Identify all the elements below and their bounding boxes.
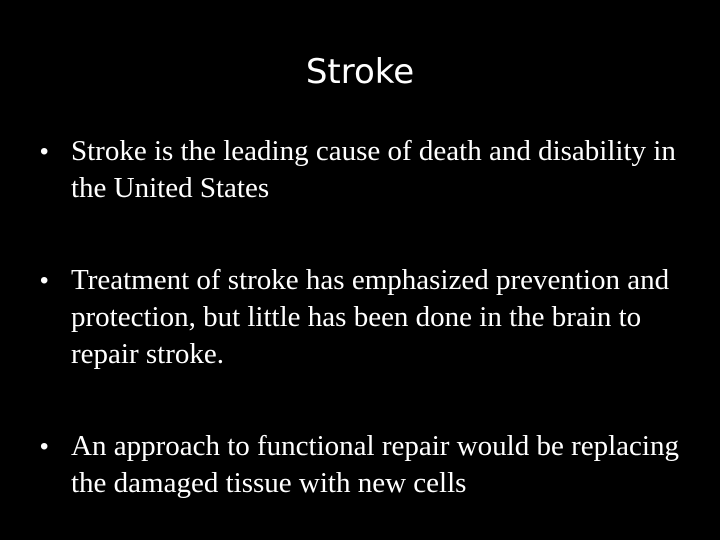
bullet-item: [40, 428, 705, 502]
bullet-item: [40, 262, 705, 373]
bullet-icon: •: [40, 267, 49, 294]
bullet-icon: •: [40, 433, 49, 460]
bullet-list: [40, 133, 705, 540]
bullet-icon: •: [40, 138, 49, 165]
bullet-item: [40, 133, 705, 207]
bullet-text: An approach to functional repair would be replacing the damaged tissue with new cells: [71, 430, 679, 499]
bullet-text: Stroke is the leading cause of death and disability in the United States: [71, 135, 676, 204]
slide-title: Stroke: [305, 52, 415, 92]
bullet-text: Treatment of stroke has emphasized prevention and protection, but little has been done in the brain to repair stroke.: [71, 264, 670, 370]
